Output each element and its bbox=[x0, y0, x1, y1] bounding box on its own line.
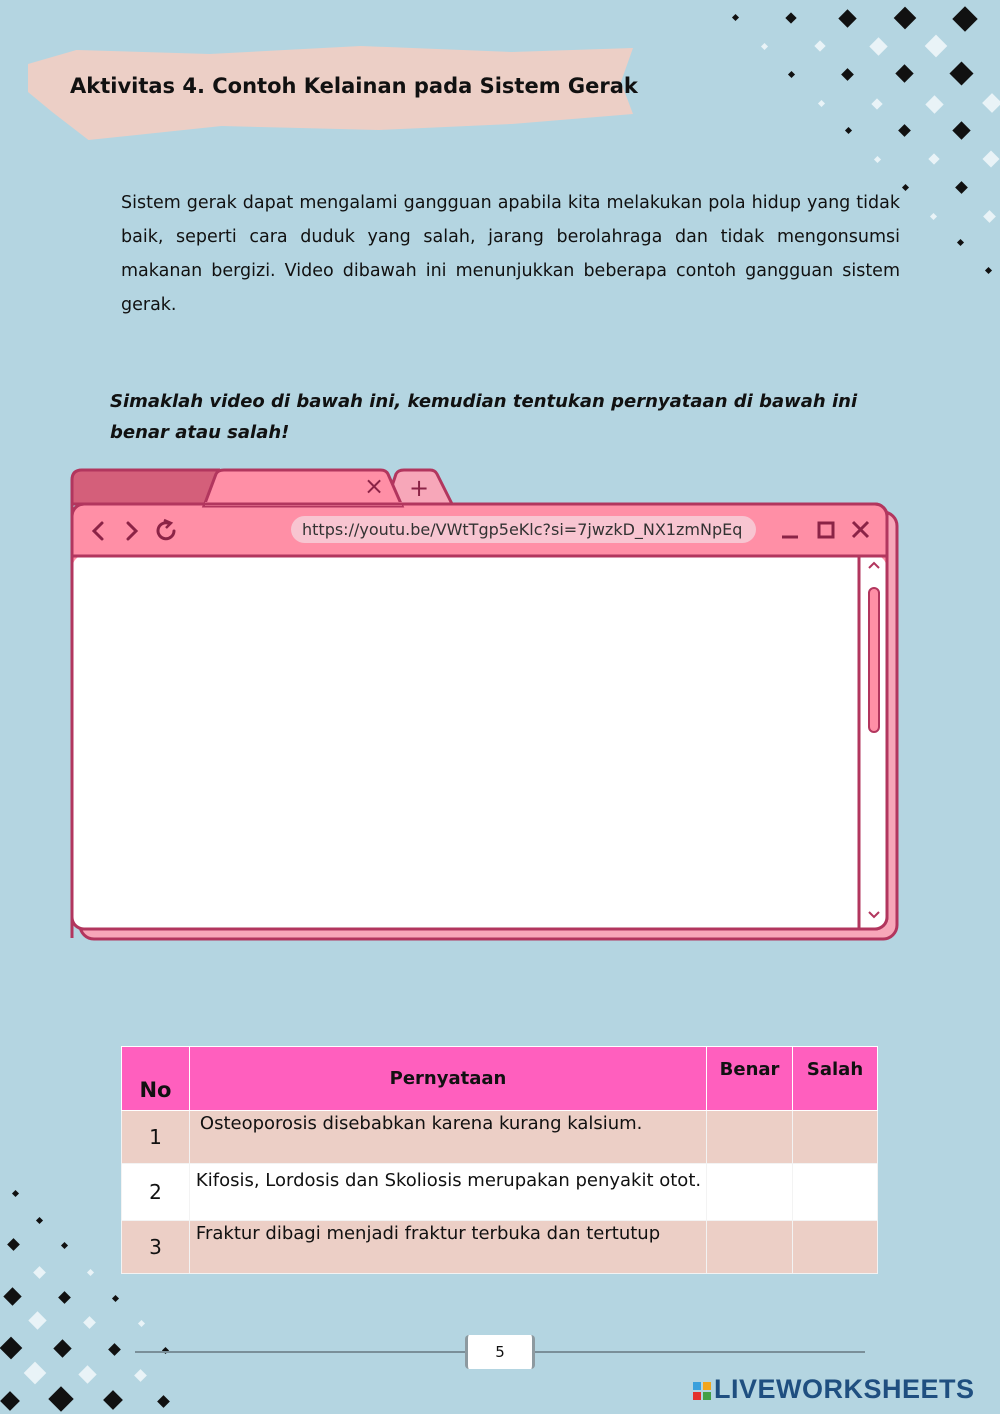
forward-arrow-icon bbox=[128, 523, 136, 539]
tab-close-icon[interactable]: × bbox=[363, 472, 385, 500]
answer-false-cell[interactable] bbox=[793, 1111, 878, 1164]
row-number: 2 bbox=[122, 1164, 190, 1221]
maximize-icon bbox=[819, 523, 833, 537]
new-tab-icon[interactable]: + bbox=[408, 474, 430, 502]
row-number: 1 bbox=[122, 1111, 190, 1164]
answer-false-cell[interactable] bbox=[793, 1164, 878, 1221]
page-number: 5 bbox=[465, 1335, 535, 1369]
liveworksheets-logo-icon bbox=[692, 1381, 714, 1401]
instruction-text: Simaklah video di bawah ini, kemudian tentukan pernyataan di bawah ini benar atau salah! bbox=[110, 391, 858, 443]
table-row bbox=[122, 1221, 878, 1274]
footer-line-left bbox=[135, 1351, 465, 1353]
intro-paragraph: Sistem gerak dapat mengalami gangguan apabila kita melakukan pola hidup yang tidak baik, seperti cara duduk yang salah, jarang berolahraga dan tidak mengonsumsi makanan bergizi. Video dibawah ini menunjukkan beberapa contoh gangguan sistem gerak. bbox=[121, 193, 900, 315]
header-true: Benar bbox=[707, 1047, 793, 1111]
statement-text: Osteoporosis disebabkan karena kurang kalsium. bbox=[189, 1111, 706, 1164]
close-window-icon bbox=[853, 522, 868, 537]
header-statement: Pernyataan bbox=[189, 1047, 706, 1111]
page-title: Aktivitas 4. Contoh Kelainan pada Sistem Gerak bbox=[70, 74, 638, 98]
answer-false-cell[interactable] bbox=[793, 1221, 878, 1274]
answer-true-cell[interactable] bbox=[707, 1164, 793, 1221]
statement-text: Kifosis, Lordosis dan Skoliosis merupakan penyakit otot. bbox=[189, 1164, 706, 1221]
answer-true-cell[interactable] bbox=[707, 1221, 793, 1274]
address-bar[interactable]: https://youtu.be/VWtTgp5eKlc?si=7jwzkD_NX1zmNpEq bbox=[291, 516, 756, 543]
footer-line-right bbox=[535, 1351, 865, 1353]
header-false: Salah bbox=[793, 1047, 878, 1111]
video-embed-area[interactable] bbox=[74, 556, 859, 928]
header-no: No bbox=[122, 1047, 190, 1111]
reload-icon bbox=[158, 523, 174, 539]
liveworksheets-logo bbox=[692, 1374, 975, 1405]
row-number: 3 bbox=[122, 1221, 190, 1274]
table-row bbox=[122, 1111, 878, 1164]
answer-true-cell[interactable] bbox=[707, 1111, 793, 1164]
liveworksheets-brand-text: LIVEWORKSHEETS bbox=[714, 1374, 975, 1404]
table-row bbox=[122, 1164, 878, 1221]
statement-text: Fraktur dibagi menjadi fraktur terbuka dan tertutup bbox=[189, 1221, 706, 1274]
window-controls[interactable] bbox=[780, 518, 875, 544]
video-browser-window bbox=[70, 466, 900, 946]
back-arrow-icon bbox=[94, 523, 102, 539]
statement-table bbox=[121, 1046, 878, 1274]
navigation-buttons bbox=[88, 518, 178, 544]
